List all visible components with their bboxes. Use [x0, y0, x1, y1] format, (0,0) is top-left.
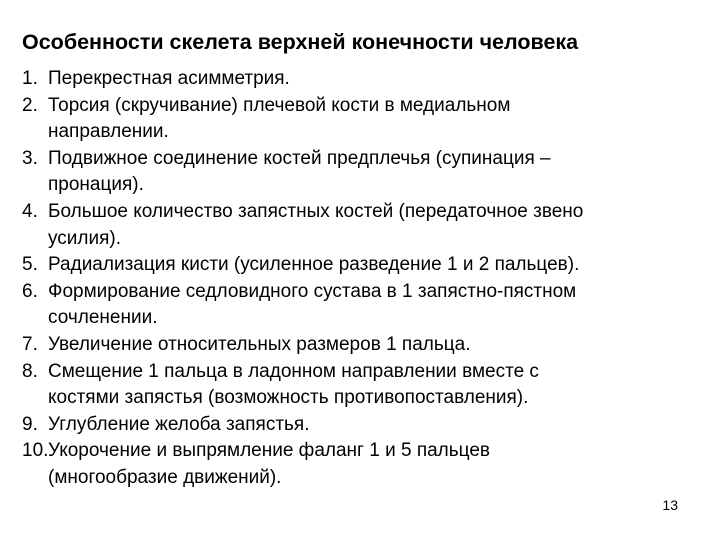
list-item	[22, 252, 712, 279]
item-number: 7.	[22, 333, 38, 355]
item-text: Торсия (скручивание) плечевой кости в медиальном	[48, 94, 511, 116]
list-item	[22, 93, 712, 146]
item-number: 3.	[22, 147, 38, 169]
list-item	[22, 146, 712, 199]
item-text: Подвижное соединение костей предплечья (супинация –	[48, 147, 551, 169]
item-number: 5.	[22, 254, 38, 276]
item-text: Радиализация кисти (усиленное разведение 1 и 2 пальцев).	[48, 254, 580, 276]
list-item	[22, 66, 712, 93]
list-item	[22, 279, 712, 332]
feature-list	[22, 66, 712, 492]
item-text: Углубление желоба запястья.	[48, 413, 310, 435]
item-text: Перекрестная асимметрия.	[48, 68, 290, 89]
item-text: Увеличение относительных размеров 1 пальца.	[48, 333, 471, 355]
item-text: Большое количество запястных костей (передаточное звено	[48, 200, 584, 222]
list-item	[22, 438, 712, 491]
item-text-continuation: костями запястья (возможность противопоставления).	[48, 387, 529, 409]
item-number: 2.	[22, 94, 38, 116]
list-item	[22, 199, 712, 252]
item-number: 1.	[22, 68, 38, 89]
item-text: Укорочение и выпрямление фаланг 1 и 5 пальцев	[48, 440, 490, 462]
list-item	[22, 359, 712, 412]
item-text-continuation: (многообразие движений).	[48, 466, 282, 488]
item-number: 8.	[22, 360, 38, 382]
item-number: 9.	[22, 413, 38, 435]
item-text-continuation: направлении.	[48, 121, 169, 143]
item-text-continuation: сочленении.	[48, 307, 158, 329]
item-number: 6.	[22, 280, 38, 302]
item-number: 10.	[22, 440, 49, 462]
item-text-continuation: пронация).	[48, 174, 144, 196]
list-item	[22, 332, 712, 359]
item-text: Смещение 1 пальца в ладонном направлении вместе с	[48, 360, 539, 382]
slide-title: Особенности скелета верхней конечности человека	[22, 30, 579, 54]
item-text: Формирование седловидного сустава в 1 запястно-пястном	[48, 280, 577, 302]
item-text-continuation: усилия).	[48, 227, 121, 249]
page-number: 13	[662, 497, 678, 513]
list-item	[22, 412, 712, 439]
item-number: 4.	[22, 200, 38, 222]
